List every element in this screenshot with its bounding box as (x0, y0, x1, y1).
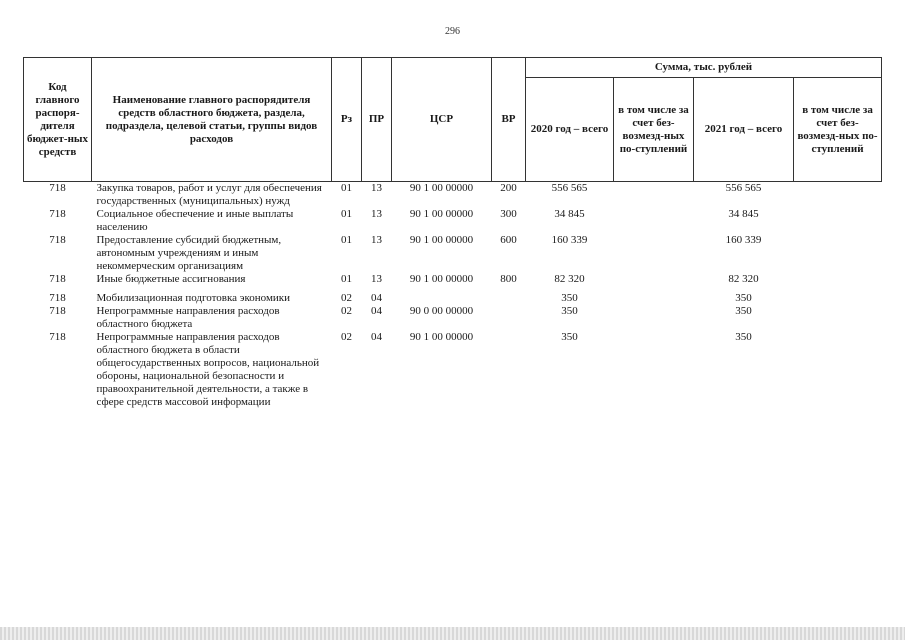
cell-code: 718 (49, 331, 66, 343)
cell-2021-free (794, 305, 882, 331)
cell-rz: 02 (341, 305, 352, 317)
cell-name: Мобилизационная подготовка экономики (96, 292, 291, 304)
cell-code: 718 (49, 208, 66, 220)
cell-csr: 90 1 00 00000 (409, 208, 474, 220)
header-2021-total: 2021 год – всего (694, 78, 794, 182)
cell-2020-total: 556 565 (551, 182, 588, 194)
cell-pr: 04 (371, 305, 382, 317)
cell-2021-total: 556 565 (725, 182, 762, 194)
cell-2021-free (794, 331, 882, 409)
budget-table (23, 57, 882, 409)
cell-vr (492, 331, 526, 409)
cell-2021-free (794, 273, 882, 286)
header-vr: ВР (492, 58, 526, 182)
cell-pr: 04 (371, 292, 382, 304)
table-row (24, 273, 882, 286)
table-body (24, 182, 882, 410)
cell-pr: 13 (371, 182, 382, 194)
cell-2020-free (614, 331, 694, 409)
cell-pr: 13 (371, 234, 382, 246)
cell-2021-total: 350 (735, 292, 752, 304)
scan-edge-strip (0, 627, 905, 640)
table-row (24, 305, 882, 331)
cell-2021-total: 160 339 (725, 234, 762, 246)
cell-2020-free (614, 286, 694, 305)
cell-vr: 300 (500, 208, 517, 220)
page-number: 296 (445, 26, 460, 37)
cell-rz: 01 (341, 234, 352, 246)
cell-2021-total: 82 320 (728, 273, 759, 285)
cell-2020-total: 82 320 (554, 273, 585, 285)
cell-2020-free (614, 234, 694, 273)
header-2020-free: в том числе за счет без-возмезд-ных по-ступлений (614, 78, 694, 182)
cell-vr (492, 305, 526, 331)
header-rz: Рз (332, 58, 362, 182)
cell-pr: 13 (371, 273, 382, 285)
cell-name: Закупка товаров, работ и услуг для обеспечения государственных (муниципальных) нужд (96, 182, 322, 207)
cell-2020-free (614, 305, 694, 331)
cell-code: 718 (49, 273, 66, 285)
cell-2021-total: 350 (735, 331, 752, 343)
cell-2021-free (794, 234, 882, 273)
cell-vr: 800 (500, 273, 517, 285)
cell-name: Социальное обеспечение и иные выплаты населению (96, 208, 294, 233)
cell-csr: 90 1 00 00000 (409, 182, 474, 194)
cell-vr: 200 (500, 182, 517, 194)
cell-rz: 02 (341, 292, 352, 304)
cell-2021-free (794, 182, 882, 209)
cell-2020-total: 350 (561, 331, 578, 343)
cell-name: Непрограммные направления расходов областного бюджета (96, 305, 280, 330)
cell-2021-total: 350 (735, 305, 752, 317)
cell-2021-total: 34 845 (728, 208, 759, 220)
header-pr: ПР (362, 58, 392, 182)
table-header (24, 58, 882, 182)
cell-code: 718 (49, 182, 66, 194)
cell-code: 718 (49, 305, 66, 317)
cell-rz: 01 (341, 182, 352, 194)
cell-2021-free (794, 208, 882, 234)
cell-2020-total: 34 845 (554, 208, 585, 220)
cell-2020-total: 350 (561, 305, 578, 317)
header-sum-group: Сумма, тыс. рублей (526, 58, 882, 78)
cell-pr: 04 (371, 331, 382, 343)
cell-2020-free (614, 208, 694, 234)
cell-csr: 90 0 00 00000 (409, 305, 474, 317)
cell-2020-total: 160 339 (551, 234, 588, 246)
cell-pr: 13 (371, 208, 382, 220)
cell-2020-free (614, 182, 694, 209)
cell-csr (392, 286, 492, 305)
header-code: Код главного распоря-дителя бюджет-ных средств (24, 58, 92, 182)
cell-2020-total: 350 (561, 292, 578, 304)
cell-name: Предоставление субсидий бюджетным, автономным учреждениям и иным некоммерческим организациям (96, 234, 282, 272)
header-2021-free: в том числе за счет без-возмезд-ных по-ступлений (794, 78, 882, 182)
cell-rz: 01 (341, 273, 352, 285)
cell-rz: 02 (341, 331, 352, 343)
cell-name: Иные бюджетные ассигнования (96, 273, 246, 285)
cell-vr (492, 286, 526, 305)
table-row (24, 234, 882, 273)
cell-code: 718 (49, 292, 66, 304)
cell-code: 718 (49, 234, 66, 246)
cell-csr: 90 1 00 00000 (409, 234, 474, 246)
table-row (24, 182, 882, 209)
cell-2020-free (614, 273, 694, 286)
cell-name: Непрограммные направления расходов областного бюджета в области общегосударственных вопросов, национальной обороны, национальной безопасности и правоохранительной деятельности, а также в сфере средств массовой информации (96, 331, 320, 408)
cell-csr: 90 1 00 00000 (409, 331, 474, 343)
cell-2021-free (794, 286, 882, 305)
header-name: Наименование главного распорядителя средств областного бюджета, раздела, подраздела, целевой статьи, группы видов расходов (92, 58, 332, 182)
table-row (24, 208, 882, 234)
table-row (24, 331, 882, 409)
table-row (24, 286, 882, 305)
cell-rz: 01 (341, 208, 352, 220)
header-2020-total: 2020 год – всего (526, 78, 614, 182)
cell-vr: 600 (500, 234, 517, 246)
cell-csr: 90 1 00 00000 (409, 273, 474, 285)
header-csr: ЦСР (392, 58, 492, 182)
